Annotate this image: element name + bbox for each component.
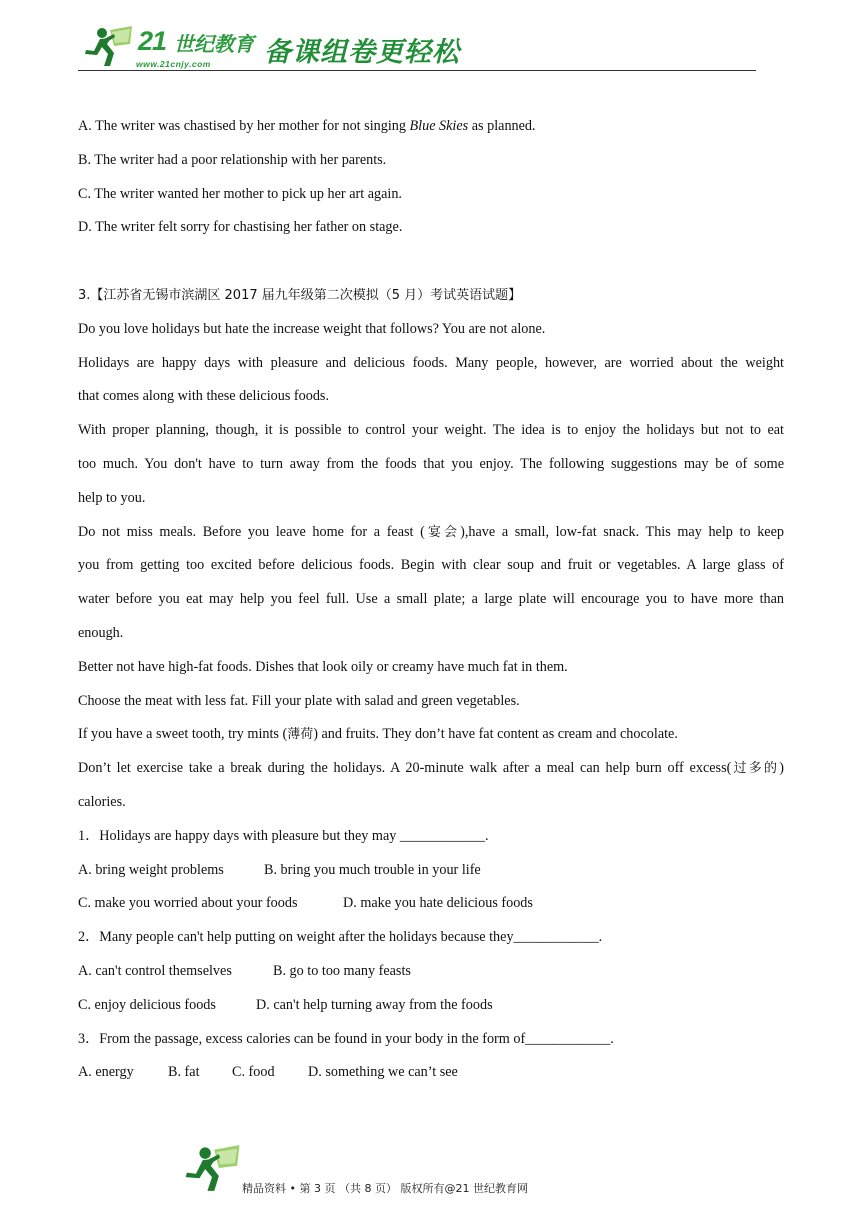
question-2-stem: 2．Many people can't help putting on weight after the holidays because they____________. xyxy=(78,929,603,946)
passage-p1: Do you love holidays but hate the increase weight that follows? You are not alone. xyxy=(78,320,546,337)
passage-p2-line2: that comes along with these delicious foods. xyxy=(78,388,329,405)
document-body xyxy=(78,110,784,1090)
q3-option-d: D. something we can’t see xyxy=(308,1064,458,1081)
q3-option-c: C. food xyxy=(232,1064,275,1081)
q2-option-a: A. can't control themselves xyxy=(78,962,232,979)
q2-option-b: B. The writer had a poor relationship with her parents. xyxy=(78,151,387,168)
q1-option-d: D. make you hate delicious foods xyxy=(343,895,533,912)
passage-p4-line4: enough. xyxy=(78,624,124,641)
passage-p7: If you have a sweet tooth, try mints (薄荷) and fruits. They don’t have fat content as cream and chocolate. xyxy=(78,726,678,743)
q2-option-a: A. The writer was chastised by her mother for not singing Blue Skies as planned. xyxy=(78,118,536,134)
passage-p4-line2: you from getting too excited before delicious foods. Begin with clear soup and fruit or vegetables. A large glass of xyxy=(78,557,784,574)
page-header xyxy=(78,22,756,72)
q3-option-a: A. energy xyxy=(78,1064,134,1081)
brand-name: 世纪教育 xyxy=(174,32,254,56)
q2-option-d: D. The writer felt sorry for chastising her father on stage. xyxy=(78,219,403,236)
song-title: Blue Skies xyxy=(409,118,469,134)
passage-p4-line1: Do not miss meals. Before you leave home for a feast (宴会),have a small, low-fat snack. This may help to keep xyxy=(78,523,784,540)
question-1-options-row2 xyxy=(78,887,784,921)
passage-p8-line2: calories. xyxy=(78,793,126,810)
q2-option-c: C. enjoy delicious foods xyxy=(78,996,216,1013)
q2-option-b: B. go to too many feasts xyxy=(273,962,411,979)
question-2-options-row1 xyxy=(78,955,784,989)
passage-p2-line1: Holidays are happy days with pleasure and delicious foods. Many people, however, are worried about the weight xyxy=(78,354,784,371)
q1-option-c: C. make you worried about your foods xyxy=(78,895,298,912)
header-slogan: 备课组卷更轻松 xyxy=(264,37,460,68)
question-1-stem: 1．Holidays are happy days with pleasure but they may ____________. xyxy=(78,827,489,844)
footer-copyright: 精品资料 • 第 3 页 （共 8 页） 版权所有@21 世纪教育网 xyxy=(242,1182,528,1195)
question-3-options xyxy=(78,1056,784,1090)
brand-number: 21 xyxy=(138,26,167,56)
passage-p8-line1: Don’t let exercise take a break during the holidays. A 20-minute walk after a meal can help burn off excess(过多的) xyxy=(78,760,784,777)
brand-url: www.21cnjy.com xyxy=(136,59,211,69)
q2-option-c: C. The writer wanted her mother to pick up her art again. xyxy=(78,185,402,202)
runner-logo-icon xyxy=(80,24,136,68)
q1-option-a: A. bring weight problems xyxy=(78,861,224,878)
q3-option-b: B. fat xyxy=(168,1064,200,1081)
runner-logo-icon xyxy=(180,1142,244,1194)
question-2-options-row2 xyxy=(78,989,784,1023)
question-1-options-row1 xyxy=(78,854,784,888)
header-divider xyxy=(78,70,756,71)
page-footer xyxy=(180,1142,600,1198)
passage-p6: Choose the meat with less fat. Fill your plate with salad and green vegetables. xyxy=(78,692,520,709)
passage-p3-line1: With proper planning, though, it is possible to control your weight. The idea is to enjoy the holidays but not to eat xyxy=(78,422,784,439)
passage-p3-line2: too much. You don't have to turn away from the foods that you enjoy. The following suggestions may be of some xyxy=(78,455,784,472)
q2-option-d: D. can't help turning away from the foods xyxy=(256,996,493,1013)
passage-p5: Better not have high-fat foods. Dishes that look oily or creamy have much fat in them. xyxy=(78,658,568,675)
q1-option-b: B. bring you much trouble in your life xyxy=(264,861,481,878)
passage-p4-line3: water before you eat may help you feel full. Use a small plate; a large plate will encourage you to have more than xyxy=(78,591,784,608)
passage-p3-line3: help to you. xyxy=(78,489,146,506)
q3-source-title: 3.【江苏省无锡市滨湖区 2017 届九年级第二次模拟（5 月）考试英语试题】 xyxy=(78,287,522,303)
question-3-stem: 3．From the passage, excess calories can be found in your body in the form of____________. xyxy=(78,1030,614,1047)
